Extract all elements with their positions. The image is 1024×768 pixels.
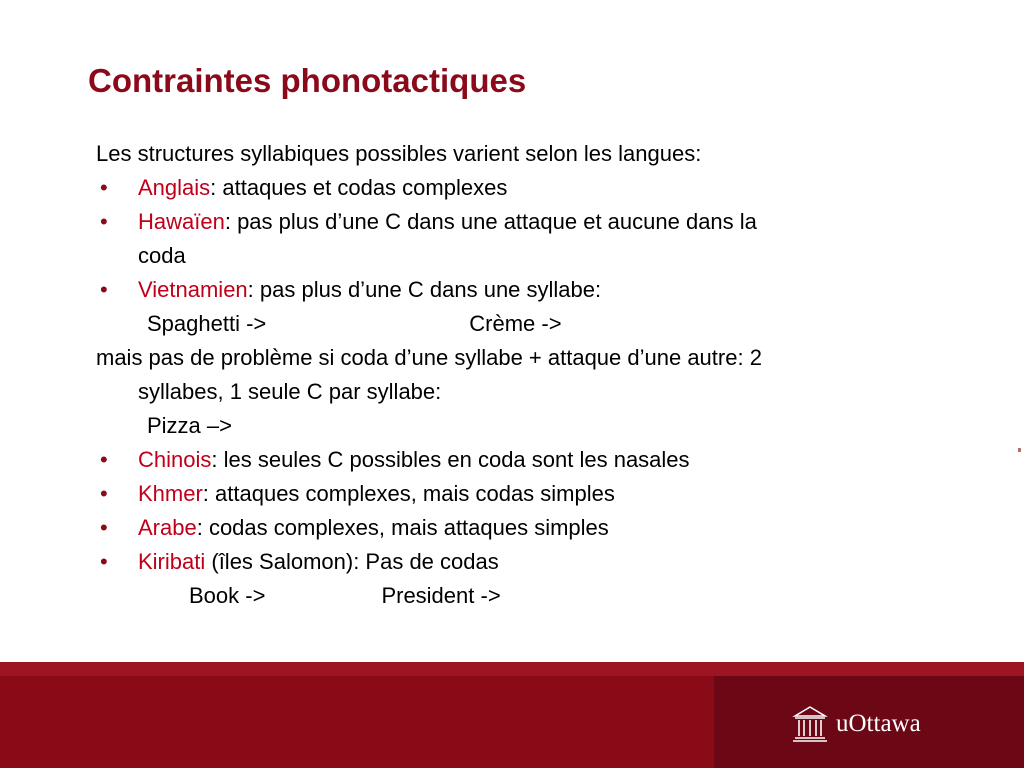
language-description: : attaques complexes, mais codas simples [202,481,615,506]
language-name: Vietnamien [138,277,248,302]
language-description: (îles Salomon): Pas de codas [205,549,499,574]
language-description: : pas plus d’une C dans une attaque et aucune dans la [224,209,757,234]
bullet-marker: • [100,277,108,302]
logo-wordmark: uOttawa [836,710,921,737]
example-spaghetti: Spaghetti -> [147,311,267,336]
language-description: : les seules C possibles en coda sont les nasales [211,447,690,472]
language-name: Anglais [138,175,211,200]
language-name: Kiribati [138,549,206,574]
language-description-continued: coda [138,243,186,268]
bullet-marker: • [100,175,108,200]
bullet-item-chinois [96,443,976,477]
note-text-continued: syllabes, 1 seule C par syllabe: [138,379,442,404]
footer-top-band [0,662,1024,676]
bullet-item-anglais [96,171,976,205]
slide-body [96,137,976,613]
bullet-item-arabe [96,511,976,545]
note-text: mais pas de problème si coda d’une syllabe + attaque d’une autre: 2 [96,345,762,370]
language-name: Khmer [138,481,203,506]
example-line-kiribati [96,579,976,613]
uottawa-logo [792,704,921,744]
bullet-marker: • [100,515,108,540]
bullet-marker: • [100,481,108,506]
language-description: : codas complexes, mais attaques simples [196,515,609,540]
example-creme: Crème -> [469,311,562,336]
example-president: President -> [381,583,501,608]
bullet-marker: • [100,447,108,472]
language-description: : attaques et codas complexes [210,175,508,200]
bullet-item-hawaien [96,205,976,273]
language-name: Arabe [138,515,197,540]
language-description: : pas plus d’une C dans une syllabe: [247,277,602,302]
example-book: Book -> [189,583,266,608]
bullet-marker: • [100,549,108,574]
example-line-vietnamese [96,307,976,341]
intro-text: Les structures syllabiques possibles varient selon les langues: [96,141,702,166]
bullet-item-vietnamien [96,273,976,307]
language-name: Hawaïen [138,209,225,234]
university-building-icon [792,704,828,744]
bullet-item-kiribati [96,545,976,579]
bullet-marker: • [100,209,108,234]
decorative-dot [1018,448,1021,452]
example-pizza: Pizza –> [147,413,232,438]
language-name: Chinois [138,447,212,472]
slide-title: Contraintes phonotactiques [88,62,527,99]
bullet-item-khmer [96,477,976,511]
